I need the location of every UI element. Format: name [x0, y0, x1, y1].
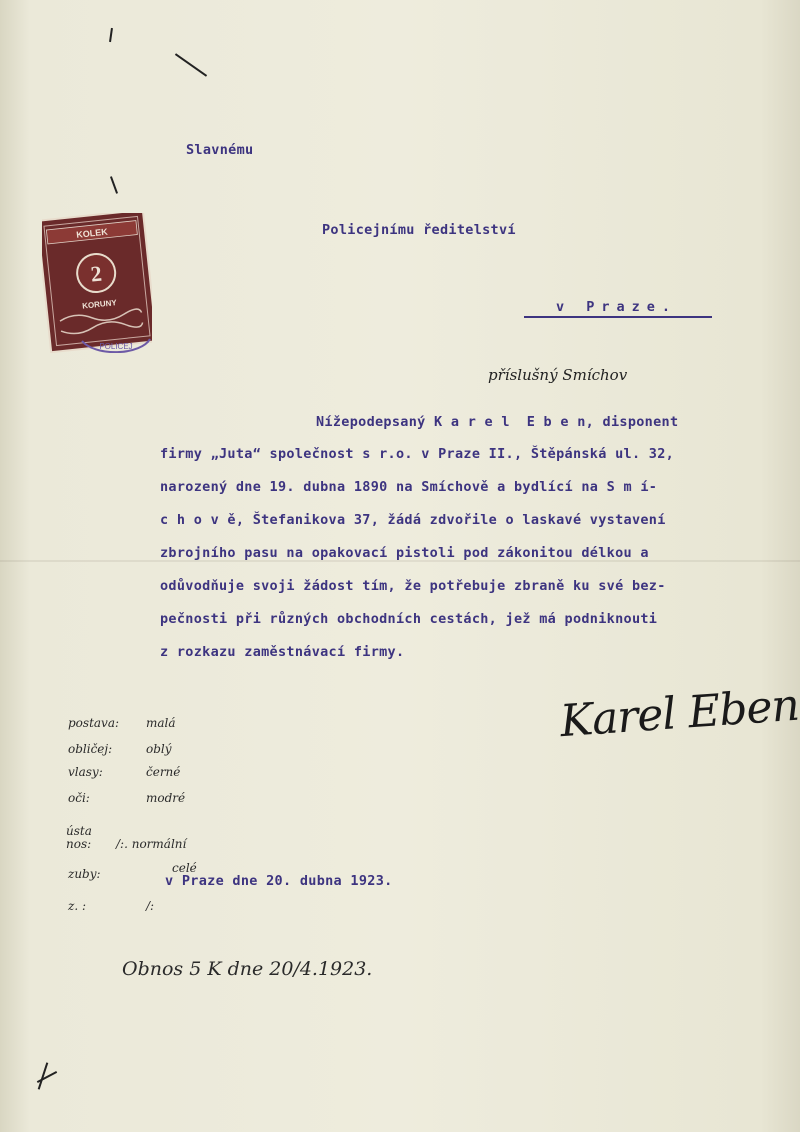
cancel-stamp-text: POLICEJ	[99, 342, 133, 351]
description-label: obličej:	[68, 742, 113, 756]
letter-body-line: odůvodňuje svoji žádost tím, že potřebuje zbraně ku své bez-	[160, 578, 666, 594]
letter-body-line: firmy „Juta“ společnost s r.o. v Praze II., Štěpánská ul. 32,	[160, 446, 675, 462]
date-line: v Praze dne 20. dubna 1923.	[165, 873, 393, 889]
description-label: zuby:	[68, 867, 101, 881]
city: v Praze.	[556, 299, 678, 315]
recipient: Policejnímu ředitelství	[322, 222, 516, 238]
description-value: černé	[146, 765, 181, 779]
description-label: ústa	[66, 824, 92, 838]
letter-body-line: c h o v ě, Štefanikova 37, žádá zdvořile o laskavé vystavení	[160, 512, 666, 528]
description-label: postava:	[68, 716, 120, 730]
description-value: oblý	[146, 742, 172, 756]
description-value: /:. normální	[116, 837, 187, 851]
description-value: /:	[146, 899, 155, 913]
description-label: z. :	[68, 899, 86, 913]
signature: Karel Eben	[558, 679, 800, 748]
letter-body-line: pečnosti při různých obchodních cestách, jež má podniknouti	[160, 611, 658, 627]
revenue-stamp	[42, 213, 152, 353]
description-label: nos:	[66, 837, 92, 851]
letter-body-line: Nížepodepsaný K a r e l E b e n, disponent	[316, 414, 679, 430]
description-label: oči:	[68, 791, 90, 805]
fee-note: Obnos 5 K dne 20/4.1923.	[122, 958, 373, 980]
stamp-top-text: KOLEK	[75, 226, 109, 240]
description-value: celé	[172, 861, 197, 875]
city-underline	[524, 316, 712, 318]
description-label: vlasy:	[68, 765, 103, 779]
handwritten-note: příslušný Smíchov	[488, 366, 628, 384]
letter-body-line: zbrojního pasu na opakovací pistoli pod zákonitou délkou a	[160, 545, 649, 561]
salutation: Slavnému	[186, 142, 254, 158]
stamp-bottom-text: KORUNY	[81, 298, 118, 311]
letter-body-line: z rozkazu zaměstnávací firmy.	[160, 644, 405, 660]
description-value: malá	[146, 716, 176, 730]
stamp-denomination: 2	[89, 260, 103, 287]
description-value: modré	[146, 791, 186, 805]
letter-body-line: narozený dne 19. dubna 1890 na Smíchově a bydlící na S m í-	[160, 479, 658, 495]
